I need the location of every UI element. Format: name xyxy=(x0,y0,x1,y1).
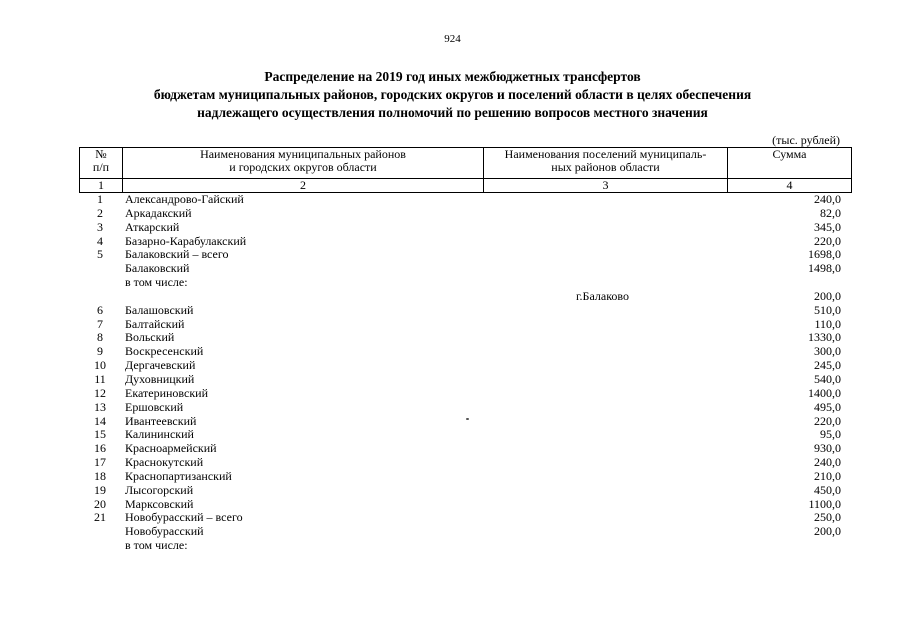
row-sum: 1498,0 xyxy=(808,261,841,276)
table-header xyxy=(79,147,852,193)
row-district: Новобурасский xyxy=(125,524,204,539)
title-line-3: надлежащего осуществления полномочий по решению вопросов местного значения xyxy=(197,105,708,120)
row-number xyxy=(79,539,121,553)
row-sum: 82,0 xyxy=(820,205,841,220)
row-number: 4 xyxy=(97,233,103,248)
row-district: в том числе: xyxy=(125,538,188,553)
row-number: 16 xyxy=(94,441,106,456)
row-sum: 250,0 xyxy=(814,510,841,525)
table-row xyxy=(79,248,847,262)
row-district: Красноармейский xyxy=(125,441,217,456)
row-number: 18 xyxy=(94,468,106,483)
row-settlement xyxy=(481,221,724,235)
row-district: Дергачевский xyxy=(125,358,196,373)
header-number-2: 2 xyxy=(123,179,484,193)
table-row xyxy=(79,442,847,456)
header-number-row xyxy=(80,179,852,193)
table-row xyxy=(79,221,847,235)
row-district: Ивантеевский xyxy=(125,413,197,428)
row-number: 9 xyxy=(97,344,103,359)
row-settlement xyxy=(481,401,724,415)
row-sum: 210,0 xyxy=(814,468,841,483)
row-settlement xyxy=(481,415,724,429)
table-row xyxy=(79,318,847,332)
row-number: 6 xyxy=(97,302,103,317)
row-number: 8 xyxy=(97,330,103,345)
table-row xyxy=(79,498,847,512)
row-sum: 1400,0 xyxy=(808,385,841,400)
row-settlement xyxy=(481,276,724,290)
scan-speck xyxy=(466,418,469,420)
row-district: Александрово-Гайский xyxy=(125,192,244,206)
row-number: 12 xyxy=(94,385,106,400)
row-district: Ершовский xyxy=(125,399,184,414)
row-sum: 200,0 xyxy=(814,524,841,539)
row-district: Марксовский xyxy=(125,496,194,511)
row-number: 14 xyxy=(94,413,106,428)
row-settlement xyxy=(481,318,724,332)
row-sum: 930,0 xyxy=(814,441,841,456)
row-number: 20 xyxy=(94,496,106,511)
row-number xyxy=(79,290,121,304)
row-number xyxy=(79,276,121,290)
table-row xyxy=(79,484,847,498)
row-sum: 95,0 xyxy=(820,427,841,442)
table-row xyxy=(79,539,847,553)
table-row xyxy=(79,359,847,373)
row-sum: 240,0 xyxy=(814,192,841,206)
row-number: 17 xyxy=(94,455,106,470)
table-row xyxy=(79,511,847,525)
row-number: 15 xyxy=(94,427,106,442)
table-body xyxy=(79,193,847,553)
row-settlement xyxy=(481,539,724,553)
table-row xyxy=(79,345,847,359)
header-number-3: 3 xyxy=(484,179,728,193)
row-settlement xyxy=(481,387,724,401)
row-district: Лысогорский xyxy=(125,482,194,497)
table-row xyxy=(79,525,847,539)
header-col-district-line2: и городских округов области xyxy=(229,160,377,174)
header-col-settlement-line1: Наименования поселений муниципаль- xyxy=(504,147,707,161)
table-row xyxy=(79,373,847,387)
header-col-settlement-line2: ных районов области xyxy=(551,160,660,174)
row-sum xyxy=(724,276,847,290)
row-number: 10 xyxy=(94,358,106,373)
row-settlement xyxy=(481,359,724,373)
row-sum: 200,0 xyxy=(814,288,841,303)
row-settlement: г.Балаково xyxy=(575,288,629,303)
row-settlement xyxy=(481,262,724,276)
table-row xyxy=(79,470,847,484)
header-col-number-line2: п/п xyxy=(92,160,110,174)
row-district: Балаковский – всего xyxy=(125,247,229,262)
row-district xyxy=(121,290,481,304)
row-settlement xyxy=(481,304,724,318)
page-number: 924 xyxy=(444,33,461,45)
table-row xyxy=(79,235,847,249)
row-sum: 220,0 xyxy=(814,413,841,428)
row-number: 2 xyxy=(97,205,103,220)
row-district: Екатериновский xyxy=(125,385,209,400)
row-number xyxy=(79,525,121,539)
title-line-1: Распределение на 2019 год иных межбюджетных трансфертов xyxy=(264,69,641,84)
row-sum: 110,0 xyxy=(814,316,841,331)
row-settlement xyxy=(481,525,724,539)
row-district: Краснопартизанский xyxy=(125,468,232,483)
table-row xyxy=(79,401,847,415)
row-sum: 1100,0 xyxy=(808,496,841,511)
table-row xyxy=(79,456,847,470)
title-line-2: бюджетам муниципальных районов, городских округов и поселений области в целях обеспечения xyxy=(153,87,752,102)
header-number-4: 4 xyxy=(728,179,852,193)
row-number: 3 xyxy=(97,219,103,234)
row-district: Балашовский xyxy=(125,302,194,317)
table-row xyxy=(79,290,847,304)
row-settlement xyxy=(481,484,724,498)
row-settlement xyxy=(481,373,724,387)
table-row xyxy=(79,304,847,318)
table-row xyxy=(79,415,847,429)
row-district: Воскресенский xyxy=(125,344,204,359)
row-district: Краснокутский xyxy=(125,455,204,470)
document-title xyxy=(0,68,905,122)
units-label: (тыс. рублей) xyxy=(772,133,840,147)
row-number: 13 xyxy=(94,399,106,414)
row-settlement xyxy=(481,428,724,442)
row-sum: 510,0 xyxy=(814,302,841,317)
row-settlement xyxy=(481,511,724,525)
row-sum: 540,0 xyxy=(814,371,841,386)
header-row xyxy=(80,148,852,179)
header-col-number-line1: № xyxy=(95,147,107,161)
row-district: Аркадакский xyxy=(125,205,192,220)
row-number: 19 xyxy=(94,482,106,497)
header-col-district-line1: Наименования муниципальных районов xyxy=(200,147,406,161)
row-number: 11 xyxy=(94,371,106,386)
table-row xyxy=(79,207,847,221)
header-number-1: 1 xyxy=(80,179,123,193)
row-number: 1 xyxy=(97,192,103,206)
table-row xyxy=(79,428,847,442)
row-sum: 300,0 xyxy=(814,344,841,359)
table-row xyxy=(79,276,847,290)
row-settlement xyxy=(481,248,724,262)
row-settlement xyxy=(481,331,724,345)
row-sum: 450,0 xyxy=(814,482,841,497)
table-row xyxy=(79,262,847,276)
row-number: 5 xyxy=(97,247,103,262)
header-col-number xyxy=(80,148,123,179)
header-col-district xyxy=(123,148,484,179)
row-sum: 245,0 xyxy=(814,358,841,373)
row-district: Базарно-Карабулакский xyxy=(125,233,247,248)
row-sum: 1330,0 xyxy=(808,330,841,345)
row-sum: 220,0 xyxy=(814,233,841,248)
row-sum: 495,0 xyxy=(814,399,841,414)
row-settlement xyxy=(481,498,724,512)
row-sum: 345,0 xyxy=(814,219,841,234)
row-district: Калининский xyxy=(125,427,194,442)
table-row xyxy=(79,331,847,345)
row-sum xyxy=(724,539,847,553)
row-settlement xyxy=(481,193,724,207)
row-number: 21 xyxy=(94,510,106,525)
row-settlement xyxy=(481,442,724,456)
row-settlement xyxy=(481,207,724,221)
row-sum: 240,0 xyxy=(814,455,841,470)
row-district: Балаковский xyxy=(125,261,190,276)
row-settlement xyxy=(481,456,724,470)
table-row xyxy=(79,193,847,207)
header-col-settlement xyxy=(484,148,728,179)
row-district: в том числе: xyxy=(125,275,188,290)
row-settlement xyxy=(481,345,724,359)
row-settlement xyxy=(481,235,724,249)
row-sum: 1698,0 xyxy=(808,247,841,262)
row-district: Балтайский xyxy=(125,316,185,331)
row-district: Духовницкий xyxy=(125,371,195,386)
row-district: Новобурасский – всего xyxy=(125,510,243,525)
header-col-sum-label: Сумма xyxy=(772,147,807,161)
row-number: 7 xyxy=(97,316,103,331)
row-district: Аткарский xyxy=(125,219,180,234)
row-district: Вольский xyxy=(125,330,175,345)
row-number xyxy=(79,262,121,276)
row-settlement xyxy=(481,470,724,484)
table-row xyxy=(79,387,847,401)
header-col-sum xyxy=(728,148,852,179)
